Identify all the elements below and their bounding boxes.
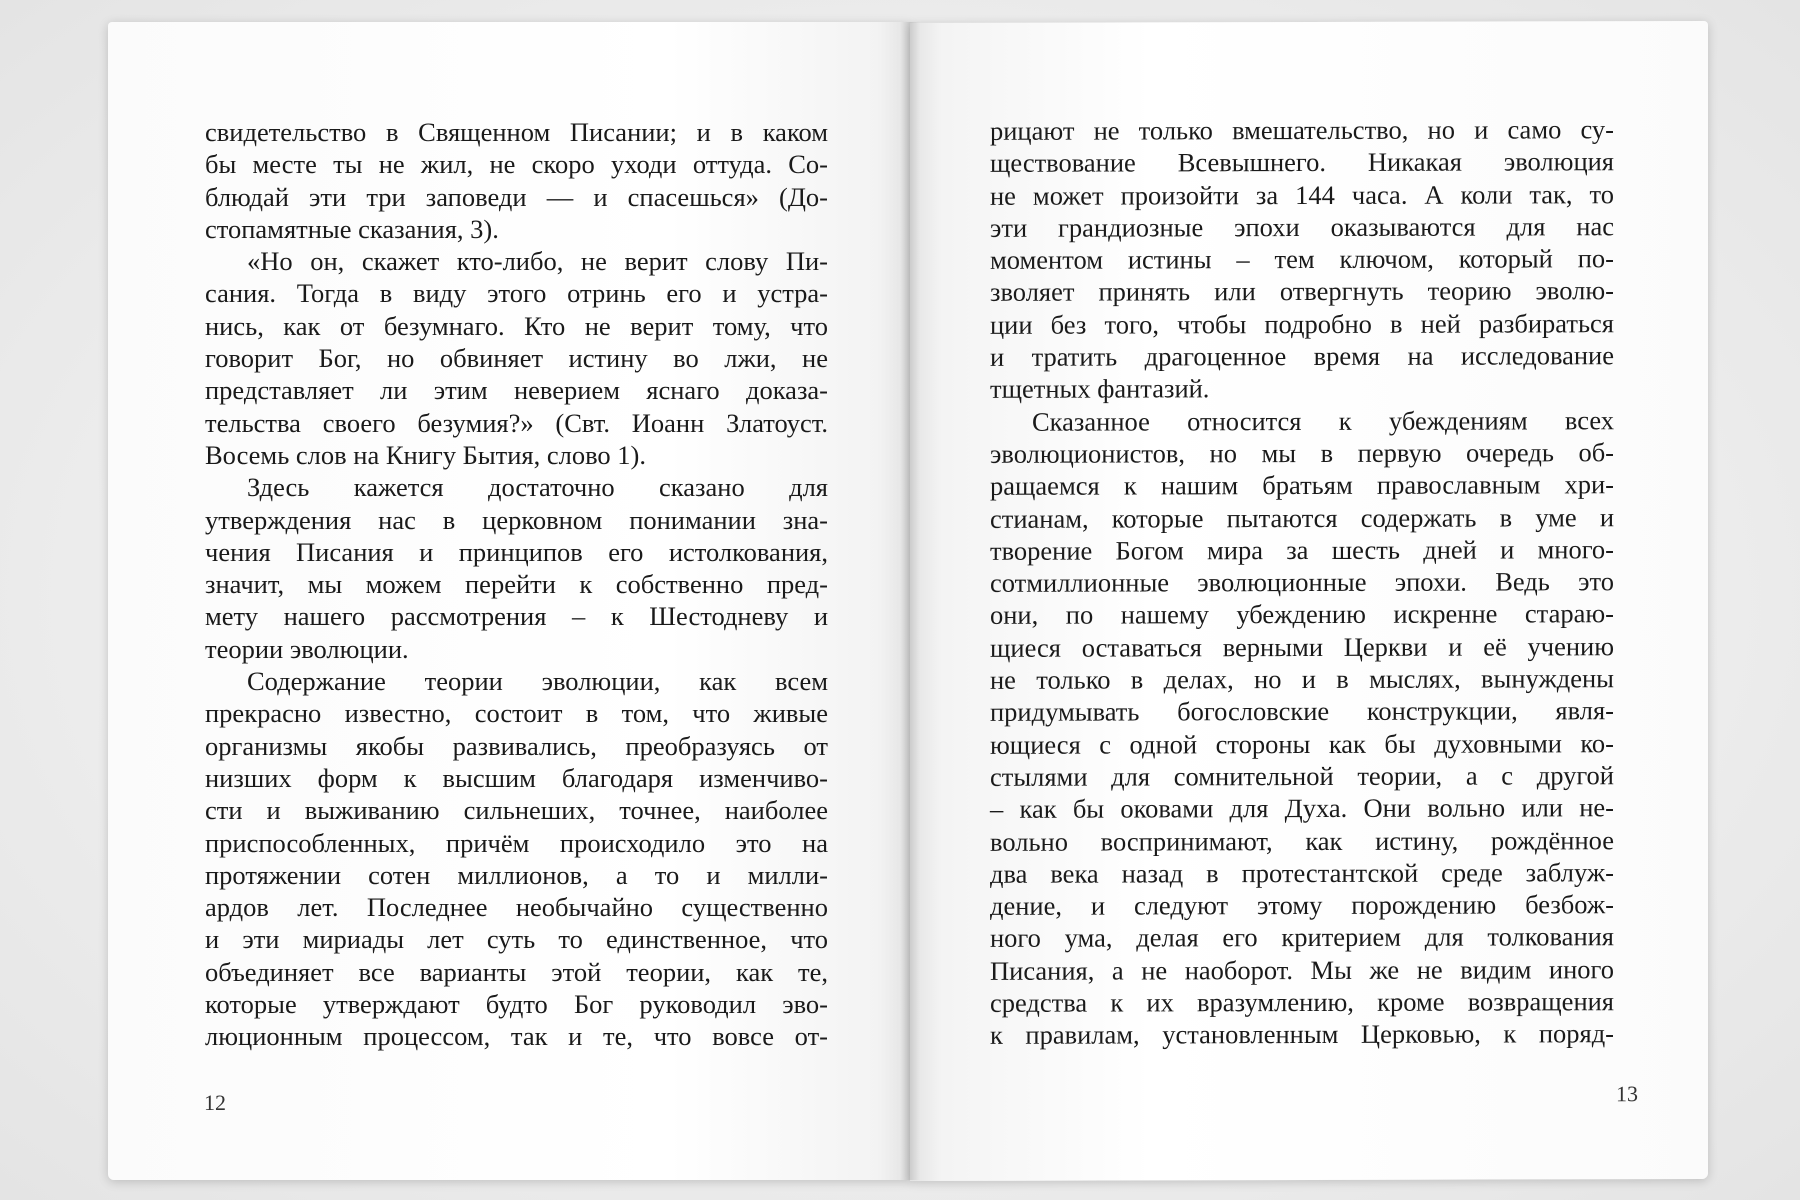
text-line: придумывать богословские конструкции, явля- (990, 695, 1614, 728)
text-line: – как бы оковами для Духа. Они вольно или не- (990, 792, 1614, 825)
text-line: два века назад в протестантской среде заблуж- (990, 857, 1614, 889)
text-line: организмы якобы развивались, преобразуясь от (205, 730, 828, 761)
text-line: «Но он, скажет кто-либо, не верит слову Пи- (247, 246, 828, 277)
text-line: низших форм к высшим благодаря изменчиво- (205, 762, 828, 793)
open-booklet (108, 22, 1708, 1180)
text-line: зволяет принять или отвергнуть теорию эволю- (990, 275, 1614, 308)
text-line: моментом истины – тем ключом, который по- (990, 243, 1614, 276)
text-line: ществование Всевышнего. Никакая эволюция (990, 146, 1614, 179)
text-line: сания. Тогда в виду этого отринь его и устра- (205, 278, 828, 309)
text-line: свидетельство в Священном Писании; и в каком (205, 117, 828, 147)
text-line: люционным процессом, так и те, что вовсе от- (205, 1021, 828, 1052)
text-line: представляет ли этим неверием яснаго доказа- (205, 375, 828, 406)
text-line: Восемь слов на Книгу Бытия, слово 1). (205, 439, 647, 470)
text-line: стопамятные сказания, 3). (205, 213, 499, 244)
text-line: чения Писания и принципов его истолкования, (205, 536, 828, 567)
text-line: стианам, которые пытаются содержать в уме и (990, 501, 1614, 534)
text-line: щиеся оставаться верными Церкви и её учению (990, 630, 1614, 663)
text-line: тельства своего безумия?» (Свт. Иоанн Златоуст. (205, 407, 828, 438)
text-line: утверждения нас в церковном понимании зна- (205, 504, 828, 535)
text-line: рицают не только вмешательство, но и само су- (990, 114, 1614, 146)
text-line: прекрасно известно, состоит в том, что живые (205, 698, 828, 729)
text-line: Писания, а не наоборот. Мы же не видим иного (990, 953, 1614, 986)
text-line: Здесь кажется достаточно сказано для (247, 472, 828, 503)
text-line: к правилам, установленным Церковью, к поряд- (990, 1018, 1614, 1051)
text-line: средства к их вразумлению, кроме возвращения (990, 986, 1614, 1018)
text-line: которые утверждают будто Бог руководил эво- (205, 989, 828, 1020)
text-line: нись, как от безумнаго. Кто не верит тому, что (205, 310, 828, 341)
text-line: тщетных фантазий. (990, 373, 1210, 405)
text-line: они, по нашему убеждению искренне стараю- (990, 598, 1614, 631)
text-line: ного ума, делая его критерием для толкования (990, 921, 1614, 954)
text-line: объединяет все варианты этой теории, как те, (205, 956, 828, 987)
text-line: Сказанное относится к убеждениям всех (1032, 404, 1614, 437)
text-line: блюдай эти три заповеди — и спасешься» (До- (205, 181, 828, 212)
text-line: теории эволюции. (205, 633, 409, 664)
text-line: приспособленных, причём происходило это на (205, 827, 828, 858)
text-line: вольно воспринимают, как истину, рождённое (990, 824, 1614, 857)
left-page-text (205, 116, 828, 1053)
text-line: бы месте ты не жил, не скоро уходи оттуда. Со- (205, 149, 828, 180)
text-line: эти грандиозные эпохи оказываются для нас (990, 211, 1614, 243)
text-line: сти и выживанию сильнеших, точнее, наиболее (205, 795, 828, 826)
text-line: ращаемся к нашим братьям православным хри- (990, 469, 1614, 502)
left-page (108, 22, 910, 1180)
text-line: Содержание теории эволюции, как всем (247, 666, 828, 697)
text-line: не только в делах, но и в мыслях, вынуждены (990, 663, 1614, 695)
text-line: стылями для сомнительной теории, а с другой (990, 760, 1614, 792)
text-line: дение, и следуют этому порождению безбож- (990, 889, 1614, 921)
right-page-text (990, 113, 1614, 1051)
text-line: и тратить драгоценное время на исследование (990, 340, 1614, 372)
right-page (910, 21, 1708, 1181)
text-line: значит, мы можем перейти к собственно пред- (205, 569, 828, 600)
text-line: не может произойти за 144 часа. А коли так, то (990, 178, 1614, 211)
text-line: творение Богом мира за шесть дней и много- (990, 534, 1614, 566)
page-number-right: 13 (1616, 1081, 1638, 1107)
text-line: протяжении сотен миллионов, а то и милли- (205, 859, 828, 890)
text-line: эволюционистов, но мы в первую очередь об- (990, 437, 1614, 469)
text-line: говорит Бог, но обвиняет истину во лжи, не (205, 343, 828, 374)
text-line: и эти мириады лет суть то единственное, что (205, 924, 828, 955)
text-line: ардов лет. Последнее необычайно существенно (205, 892, 828, 923)
text-line: ции без того, чтобы подробно в ней разбираться (990, 307, 1614, 340)
text-line: сотмиллионные эволюционные эпохи. Ведь это (990, 566, 1614, 598)
page-number-left: 12 (204, 1090, 226, 1115)
text-line: мету нашего рассмотрения – к Шестодневу и (205, 601, 828, 632)
text-line: ющиеся с одной стороны как бы духовными ко- (990, 727, 1614, 760)
